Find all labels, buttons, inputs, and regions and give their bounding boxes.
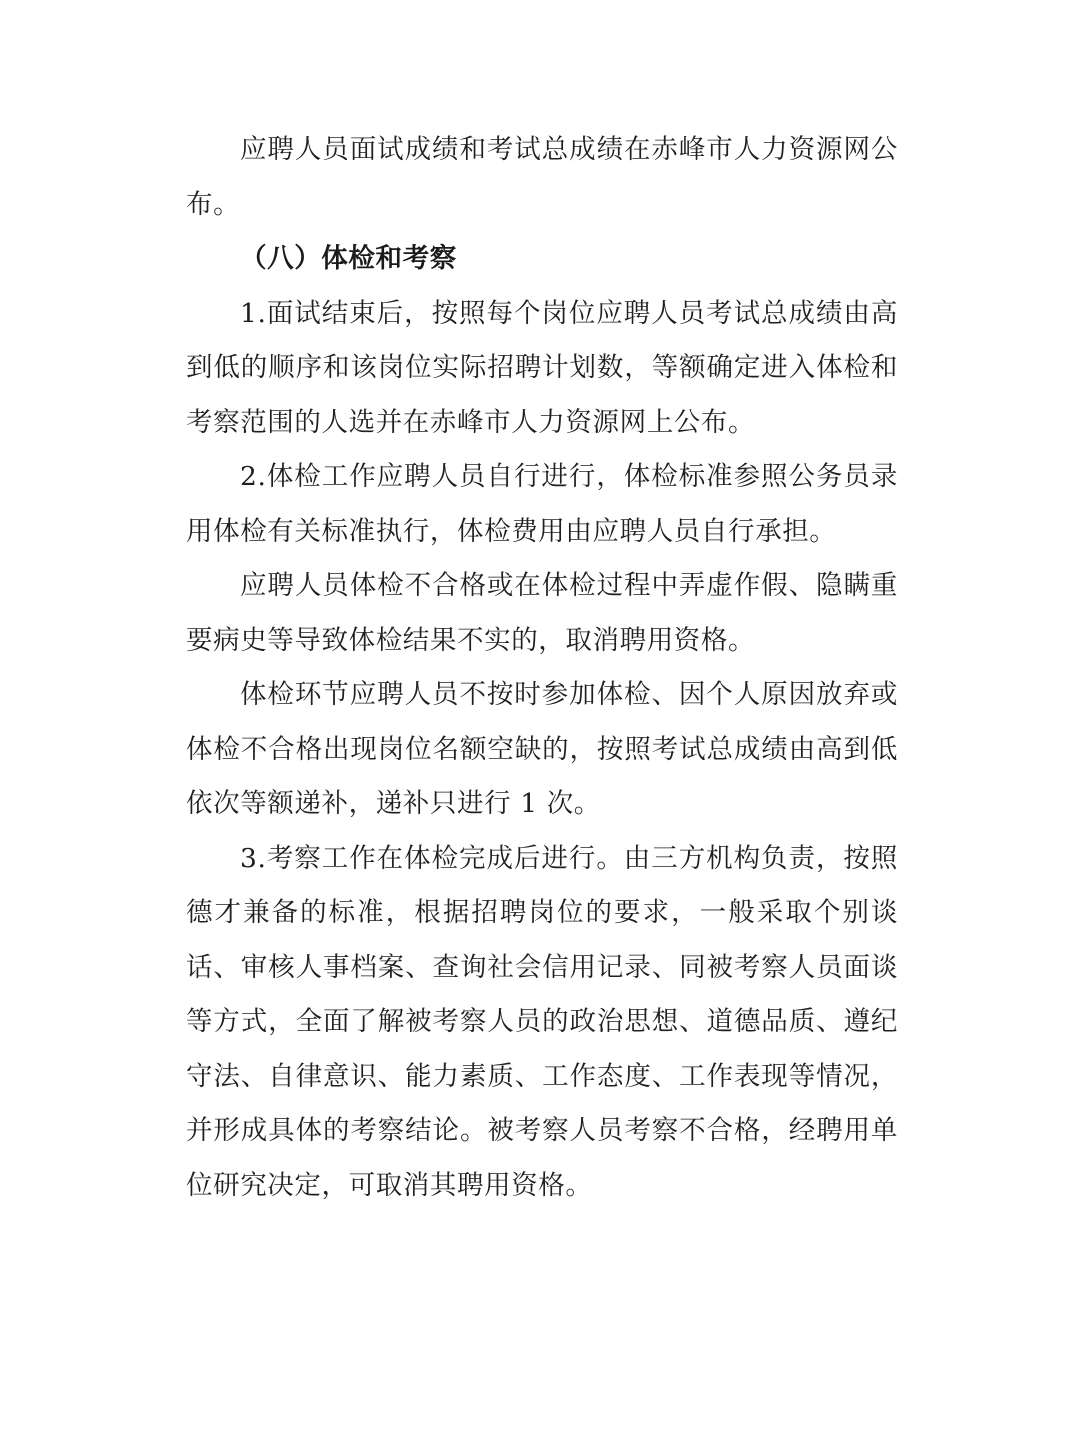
paragraph-item-1: 1.面试结束后，按照每个岗位应聘人员考试总成绩由高到低的顺序和该岗位实际招聘计划数，等额确定进入体检和考察范围的人选并在赤峰市人力资源网上公布。 (186, 297, 898, 438)
paragraph-vacancy-replacement: 体检环节应聘人员不按时参加体检、因个人原因放弃或体检不合格出现岗位名额空缺的，按照考试总成绩由高到低依次等额递补，递补只进行 1 次。 (186, 679, 898, 819)
section-heading-physical-exam: （八）体检和考察 (240, 243, 457, 274)
paragraph-exam-disqualification: 应聘人员体检不合格或在体检过程中弄虚作假、隐瞒重要病史等导致体检结果不实的，取消聘用资格。 (186, 570, 898, 656)
document-body (186, 123, 898, 1213)
paragraph-item-3: 3.考察工作在体检完成后进行。由三方机构负责，按照德才兼备的标准，根据招聘岗位的要求，一般采取个别谈话、审核人事档案、查询社会信用记录、同被考察人员面谈等方式，全面了解被考察人员的政治思想、道德品质、遵纪守法、自律意识、能力素质、工作态度、工作表现等情况，并形成具体的考察结论。被考察人员考察不合格，经聘用单位研究决定，可取消其聘用资格。 (186, 842, 898, 1201)
paragraph-item-2: 2.体检工作应聘人员自行进行，体检标准参照公务员录用体检有关标准执行，体检费用由应聘人员自行承担。 (186, 461, 898, 547)
paragraph-results-publication: 应聘人员面试成绩和考试总成绩在赤峰市人力资源网公布。 (186, 134, 898, 220)
